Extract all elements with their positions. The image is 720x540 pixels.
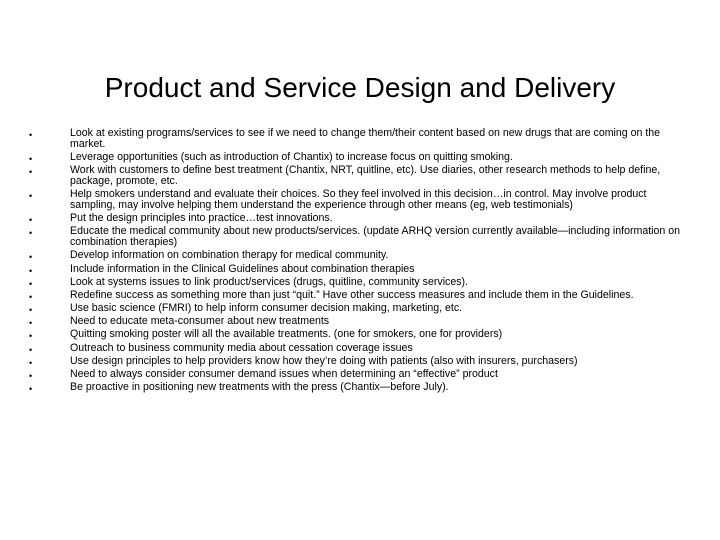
bullet-text: Quitting smoking poster will all the available treatments. (one for smokers, one for providers): [70, 328, 503, 341]
bullet-text: Outreach to business community media about cessation coverage issues: [70, 341, 413, 354]
bullet-dot-icon: •: [29, 344, 33, 355]
list-item: [24, 369, 684, 380]
bullet-dot-icon: •: [29, 191, 33, 202]
list-item: [24, 152, 684, 163]
list-item: [24, 250, 684, 261]
bullet-dot-icon: •: [29, 318, 33, 329]
list-item: [24, 264, 684, 275]
bullet-text: Need to educate meta-consumer about new treatments: [70, 315, 330, 328]
bullet-text: Look at existing programs/services to see if we need to change them/their content based on new drugs that are coming on the market.: [70, 127, 661, 150]
list-item: [24, 128, 684, 150]
bullet-text: Leverage opportunities (such as introduction of Chantix) to increase focus on quitting smoking.: [70, 150, 513, 163]
bullet-text: Include information in the Clinical Guidelines about combination therapies: [70, 262, 415, 275]
list-item: [24, 382, 684, 393]
list-item: [24, 329, 684, 340]
list-item: [24, 165, 684, 187]
list-item: [24, 290, 684, 301]
bullet-text: Help smokers understand and evaluate their choices. So they feel involved in this decision…in control. May involve product sampling, may involve helping them understand the experience through other means (eg, web testimonials): [70, 188, 647, 211]
bullet-dot-icon: •: [29, 252, 33, 263]
bullet-text: Use design principles to help providers know how they’re doing with patients (also with insurers, purchasers): [70, 354, 578, 367]
bullet-dot-icon: •: [29, 167, 33, 178]
bullet-dot-icon: •: [29, 291, 33, 302]
bullet-dot-icon: •: [29, 215, 33, 226]
bullet-dot-icon: •: [29, 305, 33, 316]
bullet-text: Develop information on combination therapy for medical community.: [70, 249, 389, 262]
list-item: [24, 343, 684, 354]
bullet-text: Use basic science (FMRI) to help inform consumer decision making, marketing, etc.: [70, 302, 463, 315]
bullet-dot-icon: •: [29, 265, 33, 276]
list-item: [24, 189, 684, 211]
bullet-dot-icon: •: [29, 331, 33, 342]
bullet-dot-icon: •: [29, 357, 33, 368]
bullet-text: Need to always consider consumer demand issues when determining an “effective” product: [70, 368, 498, 380]
list-item: [24, 356, 684, 367]
list-item: [24, 226, 684, 248]
bullet-text: Redefine success as something more than just “quit.” Have other success measures and include them in the Guidelines.: [70, 288, 634, 301]
bullet-dot-icon: •: [29, 228, 33, 239]
bullet-text: Be proactive in positioning new treatments with the press (Chantix—before July).: [70, 381, 449, 394]
bullet-list: [24, 128, 684, 395]
list-item: [24, 213, 684, 224]
bullet-dot-icon: •: [29, 371, 33, 381]
list-item: [24, 277, 684, 288]
slide-title: Product and Service Design and Delivery: [104, 71, 616, 103]
bullet-dot-icon: •: [29, 153, 33, 164]
bullet-dot-icon: •: [29, 384, 33, 395]
bullet-text: Work with customers to define best treatment (Chantix, NRT, quitline, etc). Use diaries, other research methods to help define, package, promote, etc.: [70, 164, 661, 187]
bullet-text: Put the design principles into practice…test innovations.: [70, 212, 333, 225]
bullet-dot-icon: •: [29, 130, 33, 140]
bullet-text: Educate the medical community about new products/services. (update ARHQ version currently available—including information on combination therapies): [70, 225, 681, 249]
bullet-dot-icon: •: [29, 278, 33, 289]
list-item: [24, 316, 684, 327]
list-item: [24, 303, 684, 314]
bullet-text: Look at systems issues to link product/services (drugs, quitline, community services).: [70, 275, 469, 288]
